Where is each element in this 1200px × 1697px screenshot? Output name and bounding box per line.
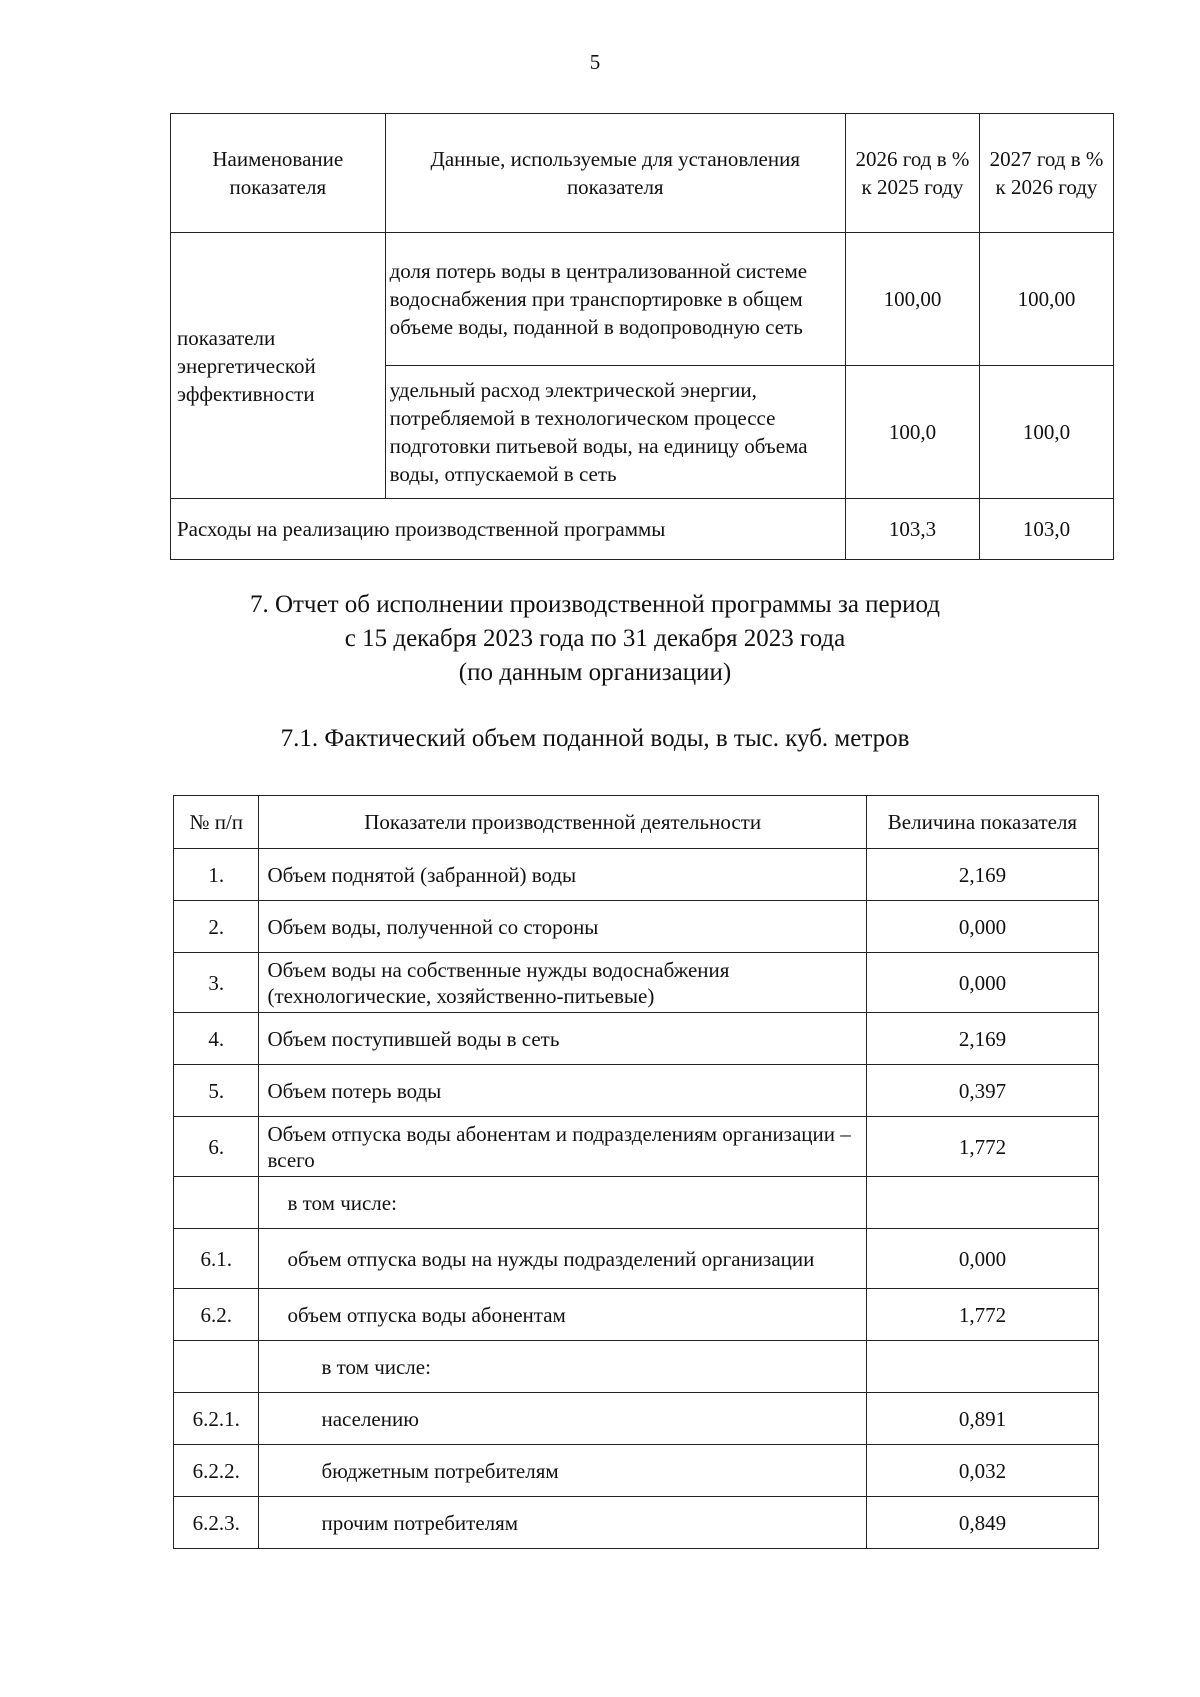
row-num bbox=[174, 1177, 259, 1229]
header-indicator: Показатели производственной деятельности bbox=[259, 796, 866, 849]
section-title-line1: 7. Отчет об исполнении производственной программы за период bbox=[249, 591, 941, 618]
row-num: 6.2.1. bbox=[174, 1393, 259, 1445]
total-value-2026: 103,3 bbox=[845, 499, 979, 560]
table-row bbox=[171, 233, 1114, 366]
group-label: показатели энергетической эффективности bbox=[171, 233, 386, 499]
table-row bbox=[174, 1229, 1099, 1289]
row-value: 2,169 bbox=[866, 849, 1098, 901]
header-num: № п/п bbox=[174, 796, 259, 849]
table-row bbox=[174, 953, 1099, 1013]
row-value: 1,772 bbox=[866, 1289, 1098, 1341]
row-value-2027: 100,0 bbox=[979, 366, 1113, 499]
row-value: 2,169 bbox=[866, 1013, 1098, 1065]
total-value-2027: 103,0 bbox=[979, 499, 1113, 560]
row-num bbox=[174, 1341, 259, 1393]
row-value-2027: 100,00 bbox=[979, 233, 1113, 366]
row-label: Объем отпуска воды абонентам и подразделениям организации – всего bbox=[259, 1117, 866, 1177]
header-data-used: Данные, используемые для установления показателя bbox=[385, 114, 845, 233]
table-row bbox=[174, 1117, 1099, 1177]
efficiency-indicators-table bbox=[170, 113, 1114, 560]
row-value: 0,397 bbox=[866, 1065, 1098, 1117]
header-indicator-name: Наименование показателя bbox=[171, 114, 386, 233]
table-row bbox=[174, 1341, 1099, 1393]
table-row bbox=[174, 1065, 1099, 1117]
table-row bbox=[174, 1289, 1099, 1341]
row-label: в том числе: bbox=[259, 1341, 866, 1393]
header-value: Величина показателя bbox=[866, 796, 1098, 849]
table-row bbox=[174, 1393, 1099, 1445]
table-row bbox=[174, 1497, 1099, 1549]
row-num: 3. bbox=[174, 953, 259, 1013]
row-num: 4. bbox=[174, 1013, 259, 1065]
row-value bbox=[866, 1341, 1098, 1393]
table-header-row bbox=[171, 114, 1114, 233]
section-title-line2: с 15 декабря 2023 года по 31 декабря 2023 года bbox=[344, 625, 846, 652]
row-value: 1,772 bbox=[866, 1117, 1098, 1177]
row-label: объем отпуска воды абонентам bbox=[259, 1289, 866, 1341]
row-label: в том числе: bbox=[259, 1177, 866, 1229]
page-number: 5 bbox=[589, 50, 601, 74]
row-num: 6.2.3. bbox=[174, 1497, 259, 1549]
row-label: Объем воды, полученной со стороны bbox=[259, 901, 866, 953]
row-num: 1. bbox=[174, 849, 259, 901]
water-volume-table bbox=[173, 795, 1099, 1549]
section-title-line3: (по данным организации) bbox=[458, 659, 732, 686]
row-value: 0,000 bbox=[866, 953, 1098, 1013]
row-value: 0,849 bbox=[866, 1497, 1098, 1549]
row-value-2026: 100,0 bbox=[845, 366, 979, 499]
row-num: 6.2.2. bbox=[174, 1445, 259, 1497]
row-num: 6.2. bbox=[174, 1289, 259, 1341]
row-label: Объем поднятой (забранной) воды bbox=[259, 849, 866, 901]
table-row bbox=[174, 1177, 1099, 1229]
row-label: Объем поступившей воды в сеть bbox=[259, 1013, 866, 1065]
row-value-2026: 100,00 bbox=[845, 233, 979, 366]
table-header-row bbox=[174, 796, 1099, 849]
row-description: доля потерь воды в централизованной системе водоснабжения при транспортировке в общем объеме воды, поданной в водопроводную сеть bbox=[385, 233, 845, 366]
row-num: 5. bbox=[174, 1065, 259, 1117]
row-label: бюджетным потребителям bbox=[259, 1445, 866, 1497]
total-label: Расходы на реализацию производственной программы bbox=[171, 499, 846, 560]
row-value bbox=[866, 1177, 1098, 1229]
row-value: 0,000 bbox=[866, 1229, 1098, 1289]
row-label: Объем потерь воды bbox=[259, 1065, 866, 1117]
table-row bbox=[174, 901, 1099, 953]
row-label: населению bbox=[259, 1393, 866, 1445]
row-label: прочим потребителям bbox=[259, 1497, 866, 1549]
table-row bbox=[174, 1013, 1099, 1065]
row-description: удельный расход электрической энергии, потребляемой в технологическом процессе подготовки питьевой воды, на единицу объема воды, отпускаемой в сеть bbox=[385, 366, 845, 499]
row-label: объем отпуска воды на нужды подразделений организации bbox=[259, 1229, 866, 1289]
table-row bbox=[174, 849, 1099, 901]
section-subtitle: 7.1. Фактический объем поданной воды, в тыс. куб. метров bbox=[280, 725, 910, 752]
row-num: 2. bbox=[174, 901, 259, 953]
row-num: 6. bbox=[174, 1117, 259, 1177]
row-num: 6.1. bbox=[174, 1229, 259, 1289]
table-row bbox=[174, 1445, 1099, 1497]
row-value: 0,000 bbox=[866, 901, 1098, 953]
row-value: 0,032 bbox=[866, 1445, 1098, 1497]
row-value: 0,891 bbox=[866, 1393, 1098, 1445]
header-2027: 2027 год в % к 2026 году bbox=[979, 114, 1113, 233]
row-label: Объем воды на собственные нужды водоснабжения (технологические, хозяйственно-питьевые) bbox=[259, 953, 866, 1013]
header-2026: 2026 год в % к 2025 году bbox=[845, 114, 979, 233]
total-row bbox=[171, 499, 1114, 560]
